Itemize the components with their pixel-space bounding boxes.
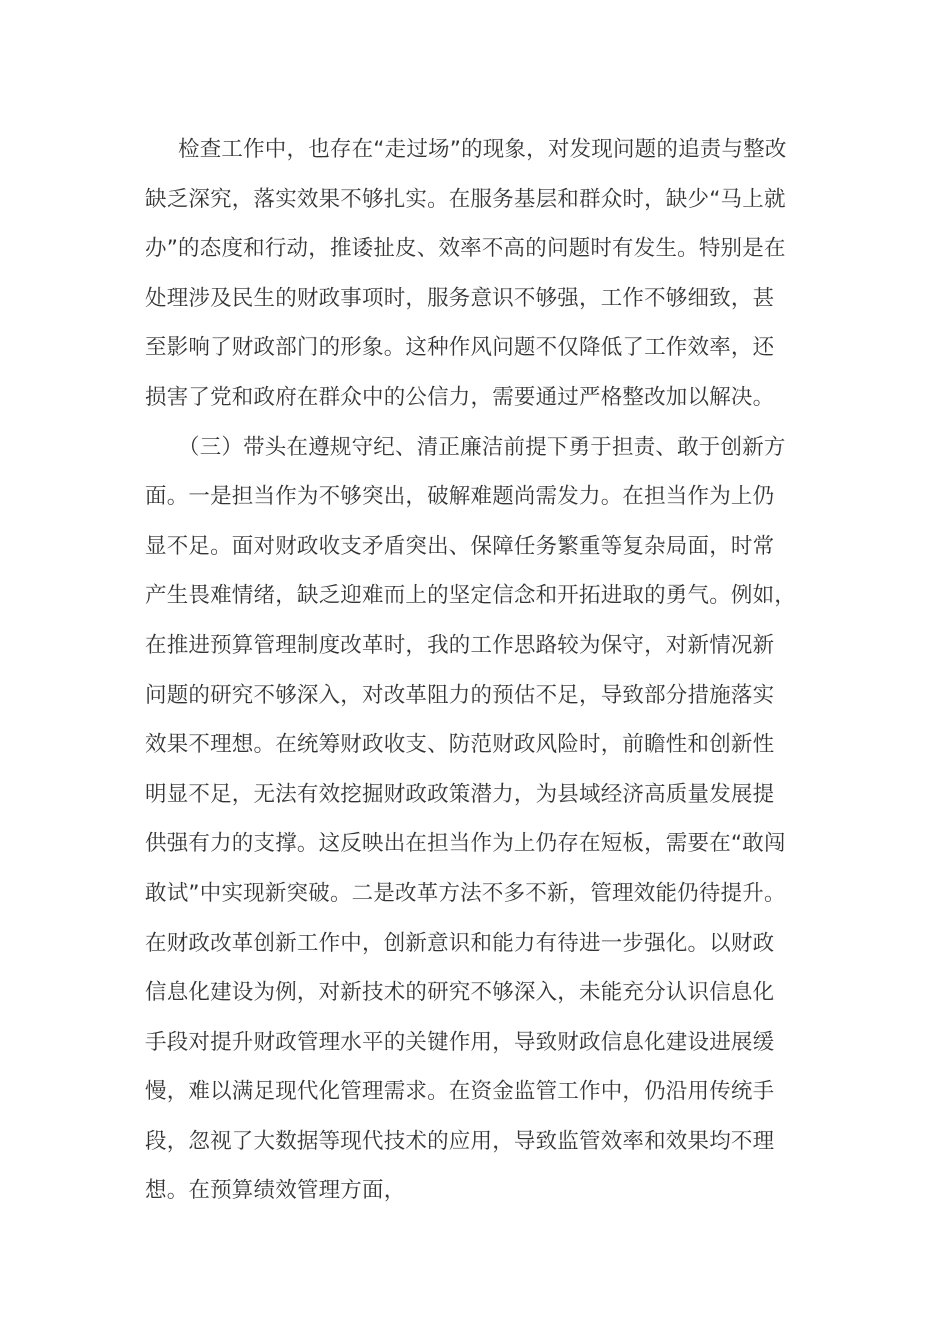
text-line: 供强有力的支撑。这反映出在担当作为上仍存在短板，需要在“敢闯 [145,831,786,857]
paragraph-work-style [145,132,810,430]
paragraph-section-three [145,430,810,1224]
text-line: 显不足。面对财政收支矛盾突出、保障任务繁重等复杂局面，时常 [145,533,775,559]
text-line: 敢试”中实现新突破。二是改革方法不多不新，管理效能仍待提升。 [145,880,786,906]
text-line: 在财政改革创新工作中，创新意识和能力有待进一步强化。以财政 [145,930,775,956]
text-line: 至影响了财政部门的形象。这种作风问题不仅降低了工作效率，还 [145,335,775,361]
text-line: 处理涉及民生的财政事项时，服务意识不够强，工作不够细致，甚 [145,285,775,311]
section-heading-line: （三）带头在遵规守纪、清正廉洁前提下勇于担责、敢于创新方 [178,434,786,460]
text-line: 手段对提升财政管理水平的关键作用，导致财政信息化建设进展缓 [145,1029,775,1055]
text-line: 慢，难以满足现代化管理需求。在资金监管工作中，仍沿用传统手 [145,1079,775,1105]
text-line: 面。一是担当作为不够突出，破解难题尚需发力。在担当作为上仍 [145,484,775,510]
text-line: 效果不理想。在统筹财政收支、防范财政风险时，前瞻性和创新性 [145,732,775,758]
text-line: 缺乏深究，落实效果不够扎实。在服务基层和群众时，缺少“马上就 [145,186,786,212]
text-line: 明显不足，无法有效挖掘财政政策潜力，为县域经济高质量发展提 [145,781,775,807]
text-line: 检查工作中，也存在“走过场”的现象，对发现问题的追责与整改 [178,137,787,162]
text-line: 问题的研究不够深入，对改革阻力的预估不足，导致部分措施落实 [145,682,775,708]
text-line: 产生畏难情绪，缺乏迎难而上的坚定信念和开拓进取的勇气。例如， [145,583,797,609]
text-line: 信息化建设为例，对新技术的研究不够深入，未能充分认识信息化 [145,980,775,1006]
text-line: 在推进预算管理制度改革时，我的工作思路较为保守，对新情况新 [145,632,775,658]
text-line: 段，忽视了大数据等现代技术的应用，导致监管效率和效果均不理 [145,1128,775,1154]
document-page [145,132,810,1223]
text-line: 想。在预算绩效管理方面， [145,1178,406,1204]
text-line: 办”的态度和行动，推诿扯皮、效率不高的问题时有发生。特别是在 [145,236,786,262]
text-line: 损害了党和政府在群众中的公信力，需要通过严格整改加以解决。 [145,384,775,410]
